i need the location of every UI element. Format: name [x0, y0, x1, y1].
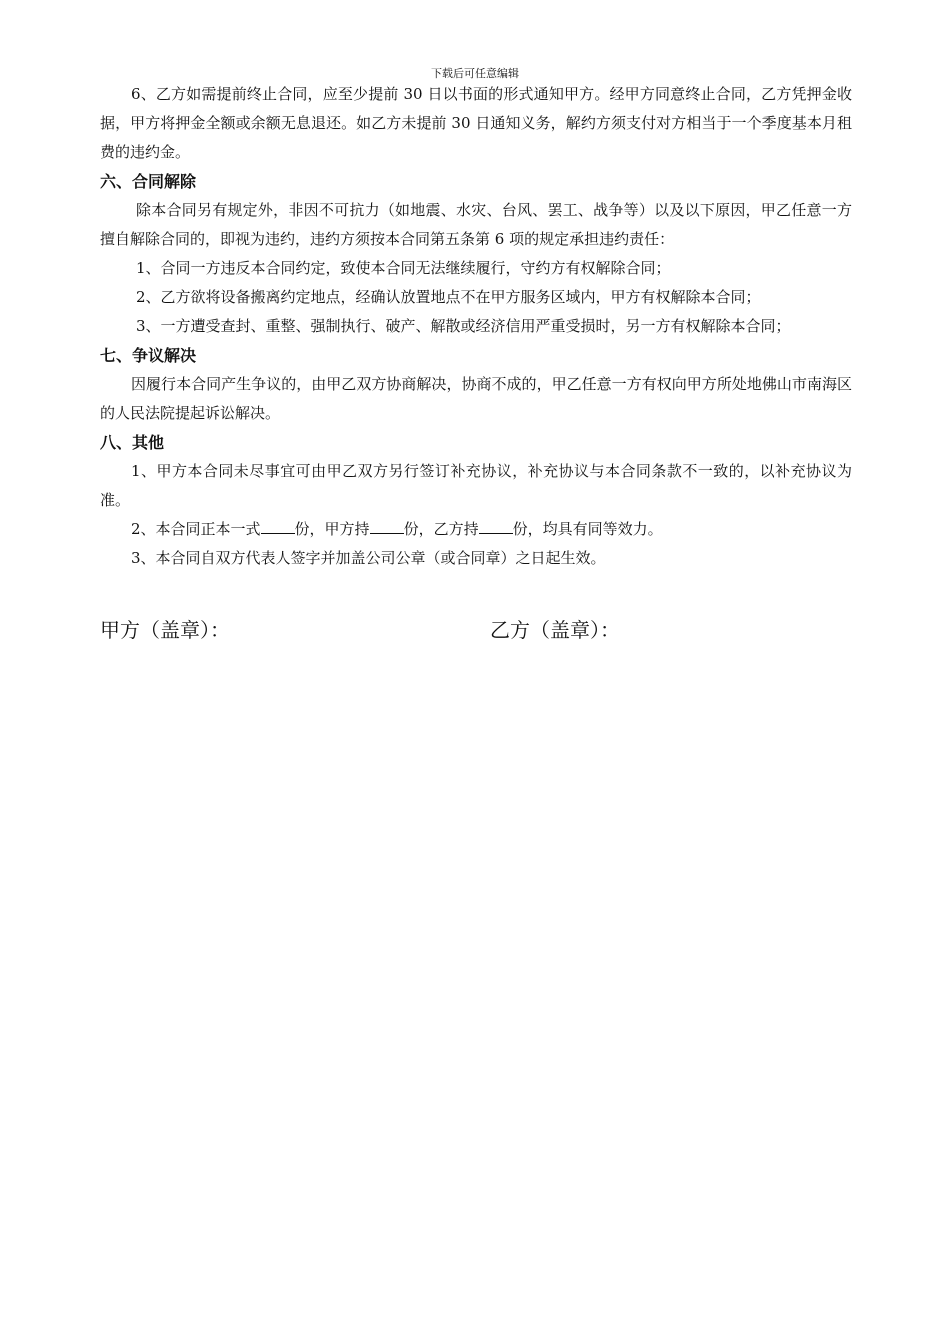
section-7-body: 因履行本合同产生争议的，由甲乙双方协商解决，协商不成的，甲乙任意一方有权向甲方所处地佛山市南海区的人民法院提起诉讼解决。 — [100, 375, 852, 422]
section-7-heading: 七、争议解决 — [100, 346, 197, 365]
clause-6-paragraph: 6、乙方如需提前终止合同，应至少提前 30 日以书面的形式通知甲方。经甲方同意终止合同，乙方凭押金收据，甲方将押金全额或余额无息退还。如乙方未提前 30 日通知义务，解约方须支付对方相当于一个季度基本月租费的违约金。 — [100, 85, 852, 161]
header-note: 下载后可任意编辑 — [431, 67, 519, 80]
section-8-heading: 八、其他 — [100, 433, 165, 452]
copies-party-b-blank — [479, 518, 513, 534]
item-2-part-4: 份，均具有同等效力。 — [512, 520, 663, 538]
section-6-intro: 除本合同另有规定外，非因不可抗力（如地震、水灾、台风、罢工、战争等）以及以下原因，甲乙任意一方擅自解除合同的，即视为违约，违约方须按本合同第五条第 6 项的规定承担违约责任： — [100, 201, 852, 248]
section-8-item-1: 1、甲方本合同未尽事宜可由甲乙双方另行签订补充协议，补充协议与本合同条款不一致的，以补充协议为准。 — [100, 462, 852, 509]
section-6-item-1: 1、合同一方违反本合同约定，致使本合同无法继续履行，守约方有权解除合同； — [136, 259, 671, 277]
party-a-signature-label: 甲方（盖章）： — [100, 618, 230, 642]
contract-body — [100, 80, 852, 573]
section-6-heading: 六、合同解除 — [100, 172, 197, 191]
copies-party-a-blank — [370, 518, 404, 534]
section-6-item-3: 3、一方遭受查封、重整、强制执行、破产、解散或经济信用严重受损时，另一方有权解除本合同； — [136, 317, 791, 335]
section-8-item-2 — [100, 515, 852, 544]
item-2-part-3: 份，乙方持 — [403, 520, 479, 538]
section-6-item-2: 2、乙方欲将设备搬离约定地点，经确认放置地点不在甲方服务区域内，甲方有权解除本合同； — [136, 288, 761, 306]
item-2-part-2: 份，甲方持 — [294, 520, 370, 538]
copies-total-blank — [261, 518, 295, 534]
party-b-signature-label: 乙方（盖章）： — [490, 618, 620, 642]
item-2-part-1: 2、本合同正本一式 — [131, 520, 261, 538]
section-8-item-3: 3、本合同自双方代表人签字并加盖公司公章（或合同章）之日起生效。 — [131, 549, 606, 567]
